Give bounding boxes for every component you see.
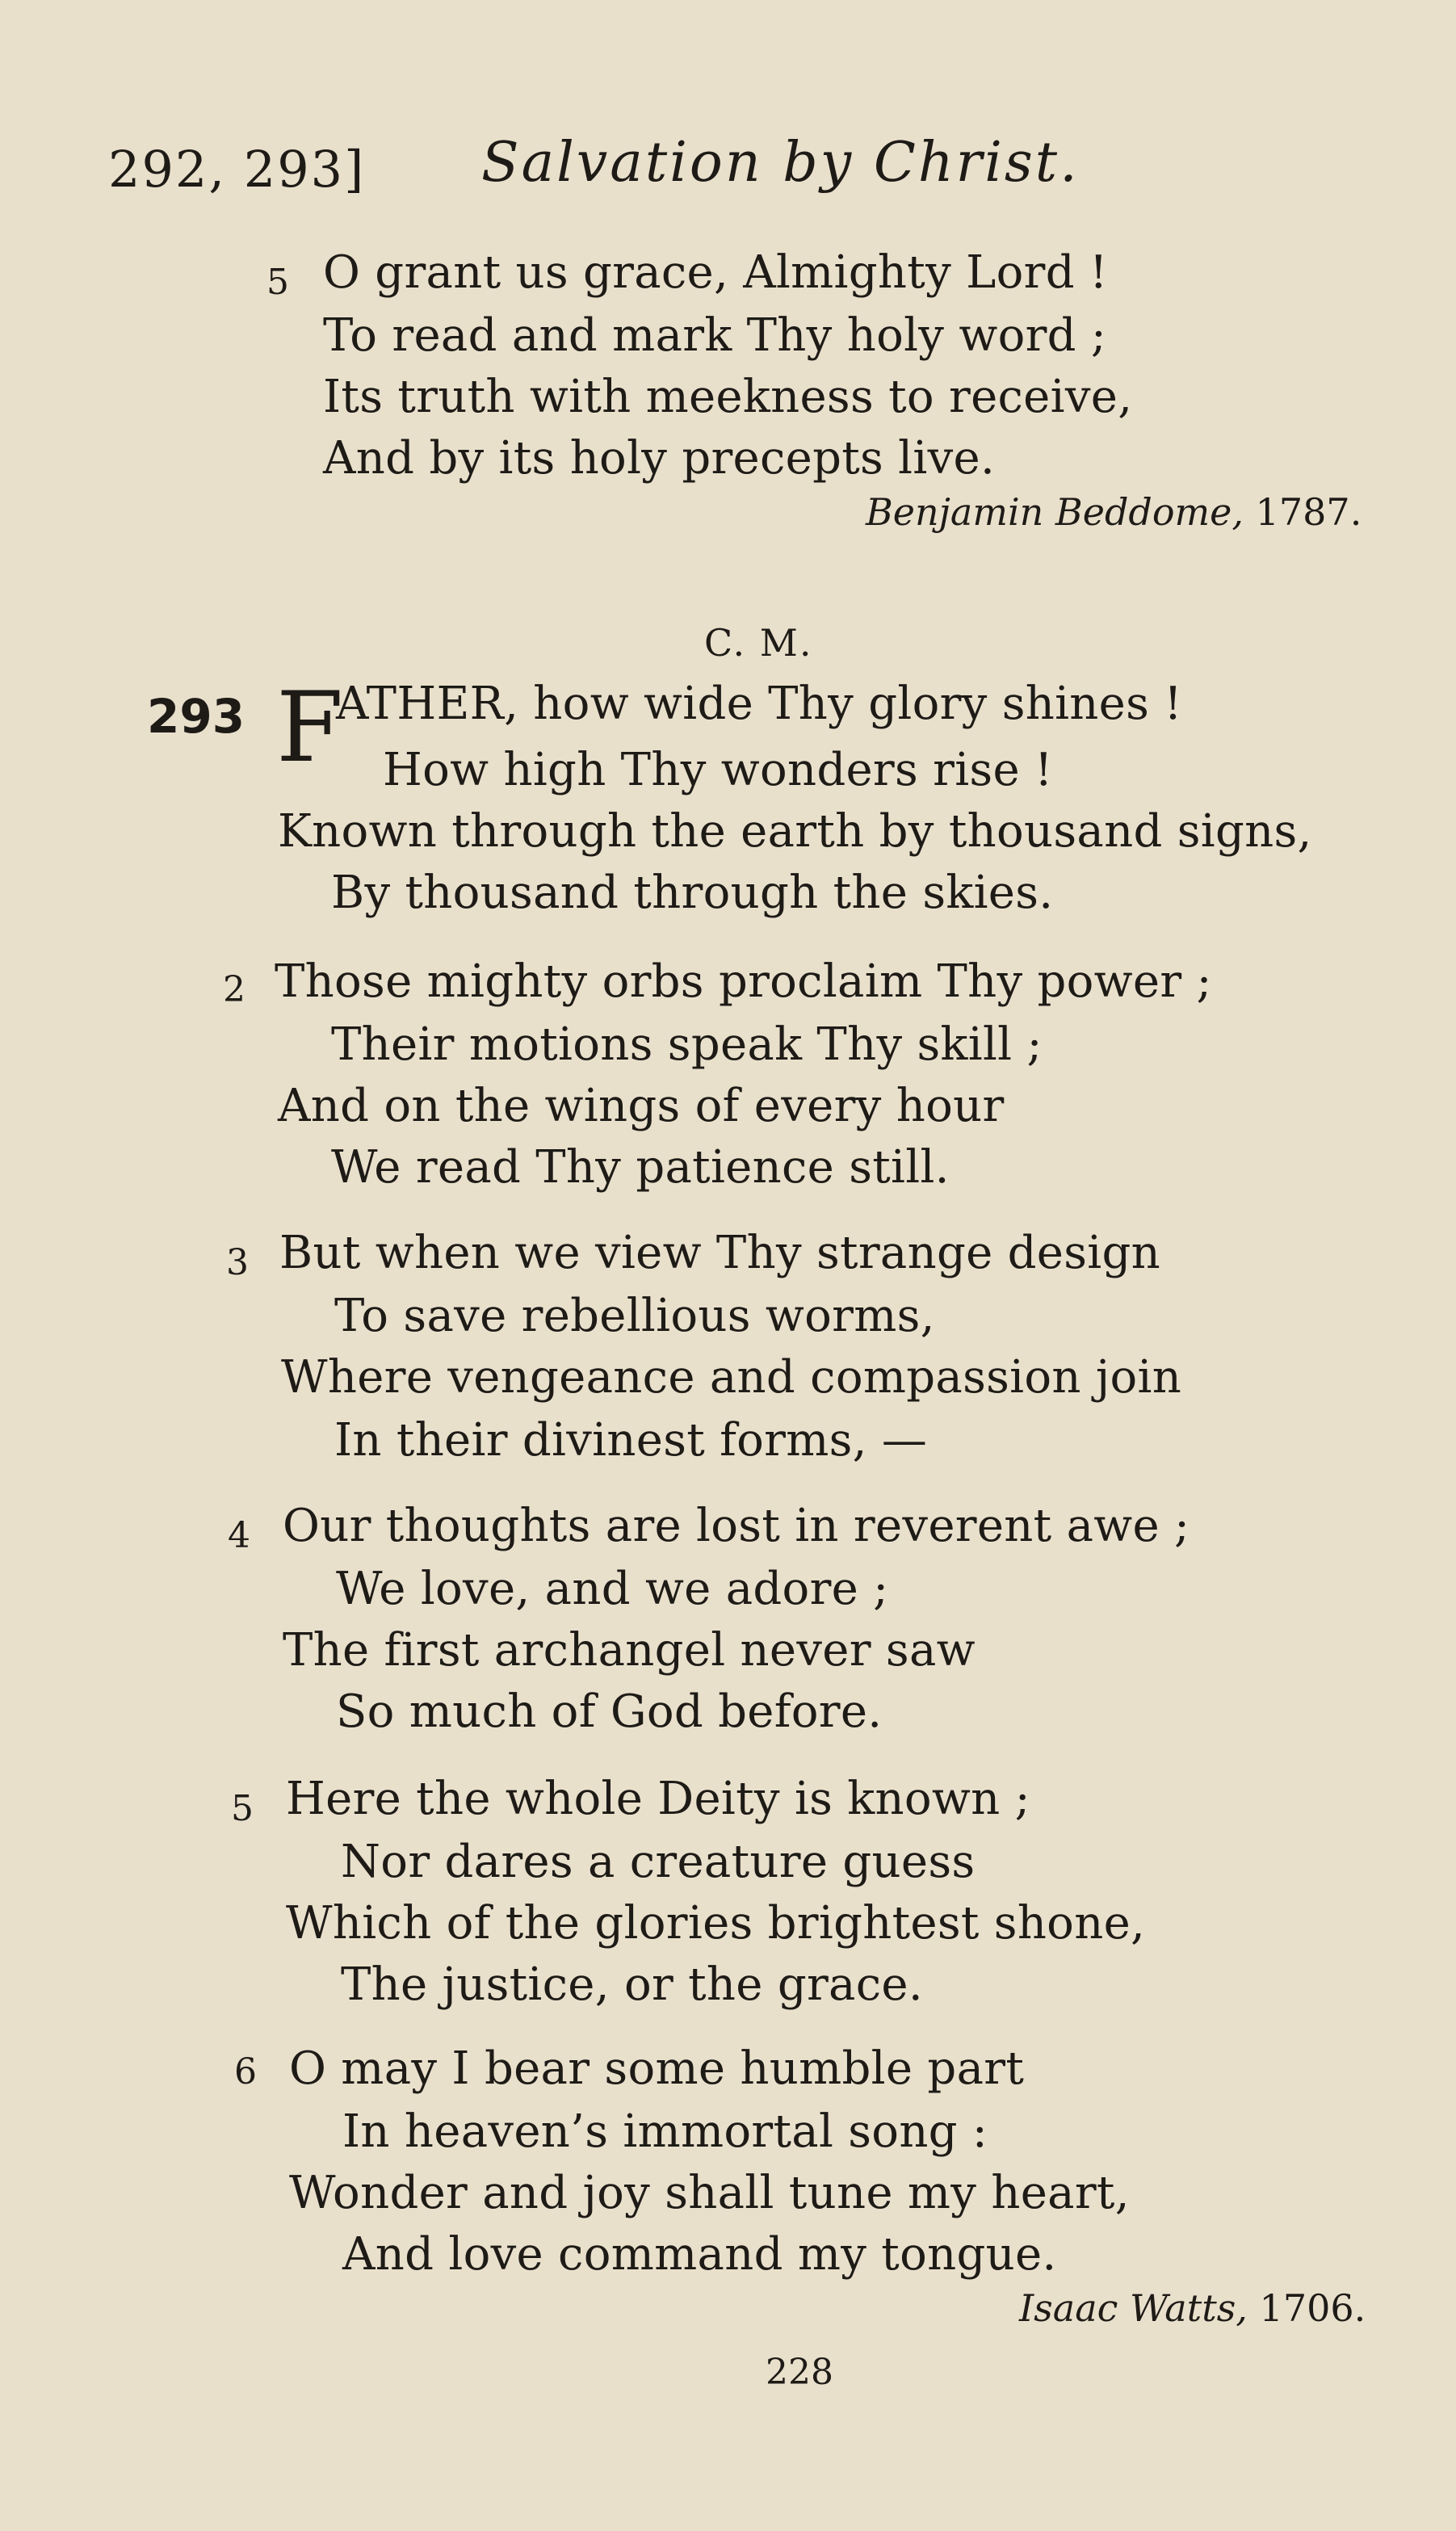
header-title: Salvation by Christ. bbox=[481, 131, 1080, 195]
verse-line: O grant us grace, Almighty Lord ! bbox=[323, 246, 1108, 299]
verse-line: And by its holy precepts live. bbox=[323, 432, 996, 485]
verse-line: The justice, or the grace. bbox=[341, 1958, 923, 2011]
page-number: 228 bbox=[766, 2352, 833, 2393]
stanza-number: 6 bbox=[234, 2051, 257, 2092]
verse-line: Here the whole Deity is known ; bbox=[286, 1773, 1030, 1825]
verse-line: But when we view Thy strange design bbox=[279, 1227, 1160, 1279]
author-attribution bbox=[866, 489, 1362, 535]
stanza-number: 3 bbox=[226, 1242, 249, 1283]
hymn-number: 293 bbox=[147, 689, 245, 744]
author-name: Isaac Watts, bbox=[1019, 2286, 1248, 2330]
author-year: 1787. bbox=[1255, 490, 1362, 534]
verse-line: We love, and we adore ; bbox=[336, 1563, 889, 1615]
drop-cap: F bbox=[276, 672, 344, 784]
verse-line: We read Thy patience still. bbox=[331, 1141, 950, 1194]
verse-line: And love command my tongue. bbox=[342, 2228, 1057, 2281]
author-attribution bbox=[1019, 2285, 1366, 2331]
verse-line: Our thoughts are lost in reverent awe ; bbox=[283, 1500, 1190, 1552]
verse-line: Nor dares a creature guess bbox=[341, 1836, 976, 1888]
verse-line: ATHER, how wide Thy glory shines ! bbox=[336, 678, 1183, 730]
stanza-number: 2 bbox=[223, 969, 245, 1010]
verse-line: So much of God before. bbox=[336, 1685, 883, 1738]
verse-line: And on the wings of every hour bbox=[278, 1080, 1005, 1132]
verse-line: To read and mark Thy holy word ; bbox=[323, 309, 1107, 362]
meter-label: C. M. bbox=[704, 621, 813, 665]
verse-line: Their motions speak Thy skill ; bbox=[331, 1018, 1043, 1071]
verse-line: To save rebellious worms, bbox=[334, 1290, 935, 1342]
stanza-number: 5 bbox=[231, 1788, 254, 1829]
verse-line: In their divinest forms, — bbox=[334, 1414, 928, 1467]
author-year: 1706. bbox=[1259, 2286, 1366, 2330]
verse-line: By thousand through the skies. bbox=[331, 867, 1054, 919]
verse-line: Wonder and joy shall tune my heart, bbox=[289, 2167, 1130, 2219]
author-name: Benjamin Beddome, bbox=[866, 490, 1244, 534]
verse-line: O may I bear some humble part bbox=[289, 2042, 1025, 2095]
header-hymn-numbers: 292, 293] bbox=[108, 140, 366, 199]
verse-line: How high Thy wonders rise ! bbox=[383, 744, 1053, 796]
verse-line: Those mighty orbs proclaim Thy power ; bbox=[275, 955, 1212, 1008]
verse-line: In heaven’s immortal song : bbox=[342, 2105, 988, 2158]
verse-line: Known through the earth by thousand signs, bbox=[278, 805, 1312, 858]
verse-line: Its truth with meekness to receive, bbox=[323, 371, 1133, 423]
stanza-number: 5 bbox=[266, 262, 289, 303]
verse-line: Which of the glories brightest shone, bbox=[286, 1897, 1146, 1950]
stanza-number: 4 bbox=[228, 1515, 250, 1556]
verse-line: The first archangel never saw bbox=[283, 1624, 976, 1677]
verse-line: Where vengeance and compassion join bbox=[281, 1351, 1182, 1404]
